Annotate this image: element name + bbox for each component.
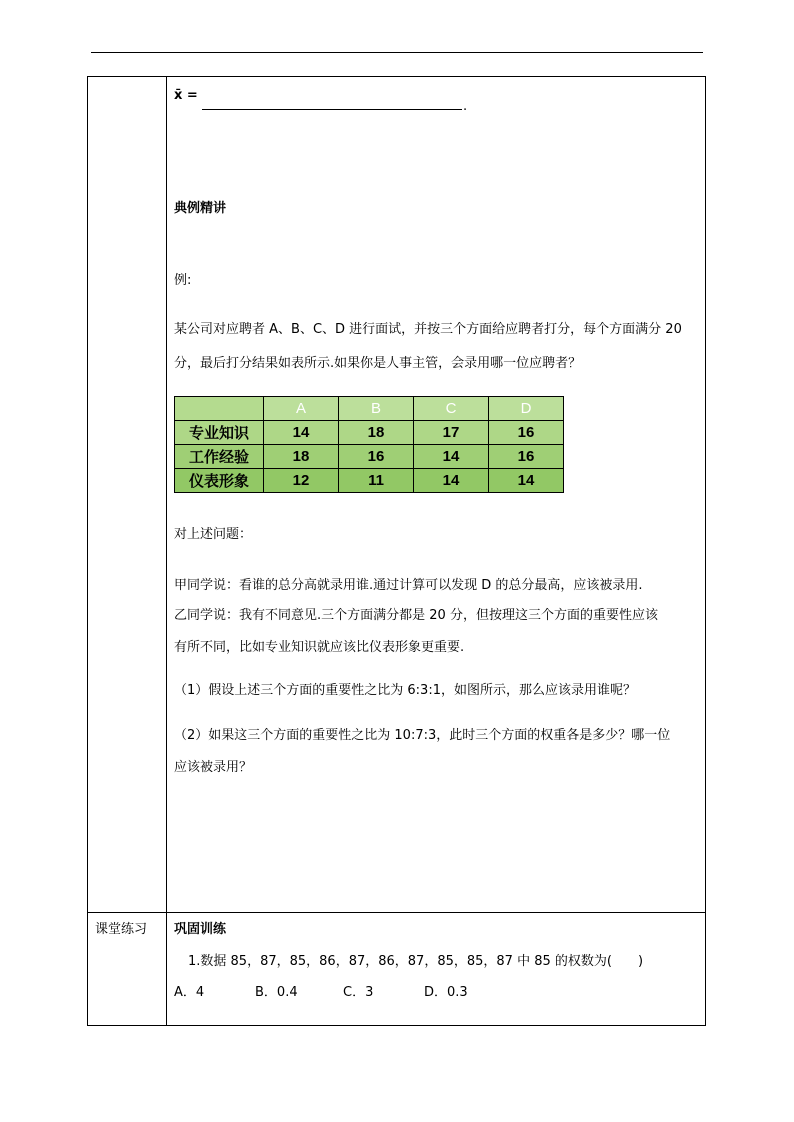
student-b-remark-line-1: 乙同学说：我有不同意见.三个方面满分都是 20 分，但按理这三个方面的重要性应该 [174, 608, 658, 623]
score-cell: 14 [414, 445, 489, 469]
score-cell: 14 [264, 421, 339, 445]
score-cell: 16 [489, 421, 564, 445]
score-cell: 16 [339, 445, 414, 469]
practice-question: 1.数据 85，87，85，86，87，86，87，85，85，87 中 85 的权数为( ) [188, 954, 644, 969]
problem-line-1: 某公司对应聘者 A、B、C、D 进行面试，并按三个方面给应聘者打分，每个方面满分 20 [174, 322, 682, 337]
column-divider [166, 76, 167, 1026]
score-cell: 11 [339, 469, 414, 493]
option-c: C．3 [343, 985, 374, 1000]
practice-title: 巩固训练 [174, 922, 227, 937]
table-row [175, 421, 564, 445]
row-label-appearance: 仪表形象 [175, 469, 264, 493]
option-a: A．4 [174, 985, 205, 1000]
mean-formula-symbol: x̄ = [174, 88, 198, 103]
practice-label: 课堂练习 [95, 922, 148, 937]
option-b: B．0.4 [255, 985, 298, 1000]
score-cell: 18 [264, 445, 339, 469]
table-row [175, 445, 564, 469]
header-candidate-c: C [414, 397, 489, 421]
header-rule [91, 52, 703, 53]
discussion-intro: 对上述问题： [174, 527, 253, 542]
score-cell: 18 [339, 421, 414, 445]
header-candidate-b: B [339, 397, 414, 421]
question-2-line-2: 应该被录用？ [174, 760, 253, 775]
table-row [175, 469, 564, 493]
header-candidate-d: D [489, 397, 564, 421]
student-b-remark-line-2: 有所不同，比如专业知识就应该比仪表形象更重要. [174, 640, 465, 655]
problem-line-2: 分，最后打分结果如表所示.如果你是人事主管，会录用哪一位应聘者？ [174, 356, 582, 371]
row-divider [87, 912, 706, 913]
example-label: 例: [174, 273, 192, 288]
section-title: 典例精讲 [174, 201, 227, 216]
score-table-corner [175, 397, 264, 421]
row-label-knowledge: 专业知识 [175, 421, 264, 445]
row-label-experience: 工作经验 [175, 445, 264, 469]
score-cell: 16 [489, 445, 564, 469]
score-table [174, 396, 564, 493]
mean-answer-blank [202, 109, 462, 110]
question-1: （1）假设上述三个方面的重要性之比为 6:3:1，如图所示，那么应该录用谁呢？ [174, 683, 636, 698]
score-table-header-row [175, 397, 564, 421]
score-cell: 17 [414, 421, 489, 445]
question-2-line-1: （2）如果这三个方面的重要性之比为 10:7:3，此时三个方面的权重各是多少？哪一位 [174, 728, 671, 743]
score-cell: 14 [489, 469, 564, 493]
lesson-table-frame [87, 76, 706, 1026]
score-cell: 14 [414, 469, 489, 493]
option-d: D．0.3 [424, 985, 468, 1000]
header-candidate-a: A [264, 397, 339, 421]
student-a-remark: 甲同学说：看谁的总分高就录用谁.通过计算可以发现 D 的总分最高，应该被录用. [174, 578, 643, 593]
mean-formula-period: . [463, 99, 468, 114]
score-cell: 12 [264, 469, 339, 493]
